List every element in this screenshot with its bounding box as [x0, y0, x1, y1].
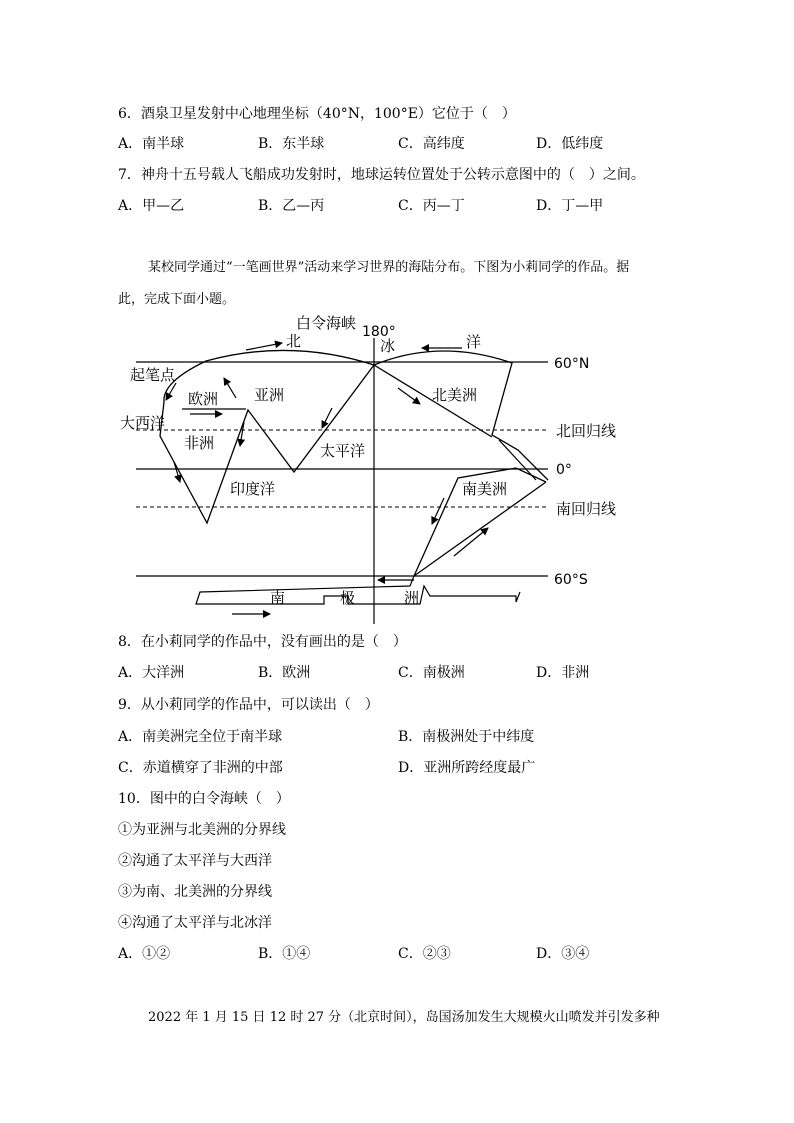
arrow-icon [454, 528, 488, 556]
q9-option-a: A．南美洲完全位于南半球 [118, 729, 283, 745]
q6-option-a: A．南半球 [118, 136, 185, 152]
label-antarctica-3: 洲 [404, 589, 420, 607]
intro-line-1: 某校同学通过“一笔画世界”活动来学习世界的海陆分布。下图为小莉同学的作品。据 [148, 260, 630, 275]
q9-option-b: B．南极洲处于中纬度 [398, 729, 535, 745]
label-north-america: 北美洲 [432, 386, 478, 404]
label-tropic-cancer: 北回归线 [556, 422, 617, 440]
q7-option-a: A．甲—乙 [118, 198, 185, 214]
q6-option-d: D．低纬度 [536, 136, 604, 152]
intro-line-2: 此，完成下面小题。 [118, 292, 236, 307]
label-south-america: 南美洲 [462, 480, 508, 498]
q10-option-d: D．③④ [536, 946, 590, 962]
label-europe: 欧洲 [188, 390, 219, 408]
label-equator: 0° [556, 462, 572, 478]
label-africa: 非洲 [184, 434, 215, 452]
arrow-icon [322, 408, 332, 428]
q6-option-c: C．高纬度 [398, 136, 465, 152]
q8-option-c: C．南极洲 [398, 665, 465, 681]
label-asia: 亚洲 [254, 386, 285, 404]
q10-statement-2: ②沟通了太平洋与大西洋 [118, 853, 272, 869]
label-tropic-capricorn: 南回归线 [556, 500, 617, 518]
question-8-stem: 8．在小莉同学的作品中，没有画出的是（ ） [118, 634, 407, 650]
q9-option-c: C．赤道横穿了非洲的中部 [118, 760, 283, 776]
q10-option-c: C．②③ [398, 946, 451, 962]
passage-first-line: 2022 年 1 月 15 日 12 时 27 分（北京时间），岛国汤加发生大规模火山喷发并引发多种 [148, 1010, 660, 1025]
label-antarctica-1: 南 [270, 589, 286, 607]
world-one-stroke-map [0, 300, 794, 630]
q9-option-d: D．亚洲所跨经度最广 [398, 760, 536, 776]
q8-option-d: D．非洲 [536, 665, 590, 681]
arrow-icon [432, 498, 444, 524]
question-6-stem: 6．酒泉卫星发射中心地理坐标（40°N，100°E）它位于（ ） [118, 106, 516, 122]
q7-option-d: D．丁—甲 [536, 198, 604, 214]
arrow-icon [224, 378, 236, 398]
q10-option-b: B．①④ [258, 946, 311, 962]
question-9-stem: 9．从小莉同学的作品中，可以读出（ ） [118, 697, 379, 713]
q10-option-a: A．①② [118, 946, 171, 962]
q10-statement-1: ①为亚洲与北美洲的分界线 [118, 822, 286, 838]
label-ocean-char: 洋 [466, 333, 482, 351]
label-north-char: 北 [286, 332, 302, 350]
q8-option-b: B．欧洲 [258, 665, 311, 681]
label-pacific: 太平洋 [320, 442, 366, 460]
label-antarctica-2: 极 [340, 589, 356, 607]
q7-option-c: C．丙—丁 [398, 198, 465, 214]
question-10-stem: 10．图中的白令海峡（ ） [118, 791, 290, 807]
q6-option-b: B．东半球 [258, 136, 325, 152]
arrow-icon [246, 343, 282, 350]
label-180: 180° [362, 324, 396, 340]
q7-option-b: B．乙—丙 [258, 198, 325, 214]
label-60s: 60°S [554, 572, 588, 588]
label-start-point: 起笔点 [130, 366, 176, 384]
na-double-stroke [499, 440, 536, 480]
arrow-icon [166, 383, 176, 400]
label-bering-strait: 白令海峡 [296, 314, 357, 332]
q10-statement-4: ④沟通了太平洋与北冰洋 [118, 915, 272, 931]
label-indian-ocean: 印度洋 [230, 480, 276, 498]
label-ice-char: 冰 [380, 337, 396, 355]
north-america-stroke [374, 351, 548, 480]
question-7-stem: 7．神舟十五号载人飞船成功发射时，地球运转位置处于公转示意图中的（ ）之间。 [118, 167, 645, 183]
label-atlantic: 大西洋 [120, 414, 166, 432]
q10-statement-3: ③为南、北美洲的分界线 [118, 884, 272, 900]
q8-option-a: A．大洋洲 [118, 665, 185, 681]
label-60n: 60°N [554, 356, 590, 372]
antarctica-stroke [196, 576, 520, 604]
